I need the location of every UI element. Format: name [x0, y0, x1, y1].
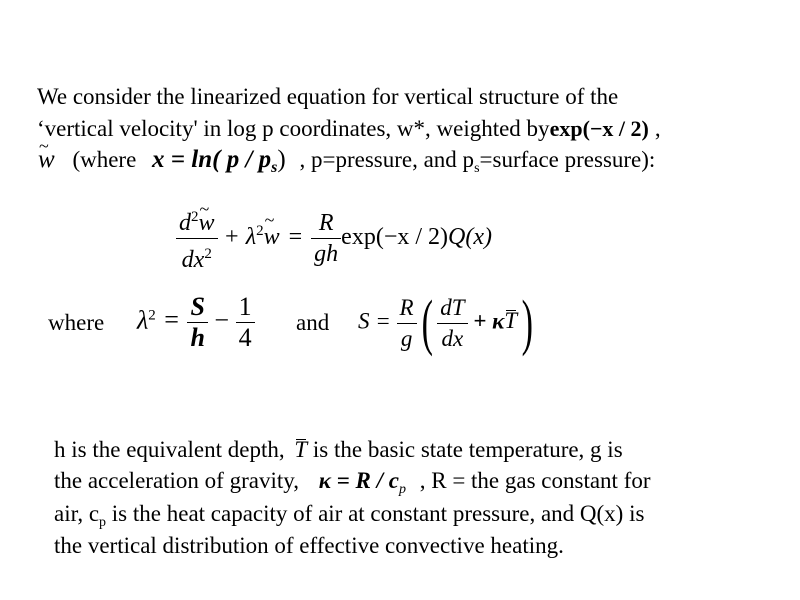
r-over-gh-fraction: $\frac{R}{gh}$	[311, 208, 341, 269]
and-label: and	[296, 310, 330, 335]
s-over-h-fraction: $\frac{S}{h}$	[187, 292, 207, 353]
intro-line-2-comma: ,	[654, 116, 661, 141]
intro-line-1: We consider the linearized equation for vertical structure of the	[37, 84, 619, 109]
t-bar-inline: T	[294, 437, 308, 462]
lambda-symbol: λ	[137, 305, 149, 335]
where-open: (where	[72, 147, 137, 172]
definitions-line-1: h is the equivalent depth, T is the basic state temperature, g is	[54, 437, 623, 462]
kappa-definition: $\kappa = R / c_p$	[318, 468, 406, 497]
lambda-definition: $\lambda^2$ = $\frac{S}{h}$ − $\frac{1}{4}$	[137, 292, 255, 353]
right-paren: )	[521, 289, 534, 357]
where-label: where	[48, 310, 105, 335]
intro-line-3	[38, 147, 655, 182]
intro-line-2-text: ‘vertical velocity' in log p coordinates, w*, weighted by	[37, 116, 550, 141]
second-derivative-fraction: $\frac{d^2\sim w}{dx^2}$	[176, 202, 218, 275]
definitions-line-3: air, $c_p$ is the heat capacity of air at constant pressure, and Q(x) is	[54, 501, 645, 530]
pressure-definitions: , p=pressure, and $p_s=surface$ pressure):	[299, 147, 656, 176]
left-paren: (	[421, 289, 433, 357]
definitions-line-2: the acceleration of gravity, $\kappa = R / c_p$ , R = the gas constant for	[54, 468, 651, 497]
heating-function: Q(x)	[448, 224, 492, 251]
dt-dx-fraction: $\frac{dT}{dx}$	[437, 293, 467, 354]
stability-definition	[358, 289, 538, 357]
w-tilde-symbol: ~ w	[38, 147, 55, 173]
vertical-structure-equation	[176, 202, 492, 275]
equals-sign: =	[288, 224, 303, 251]
weight-expression: exp(−x / 2)	[549, 116, 649, 141]
lambda-term: + $\lambda^2\sim$ w	[224, 224, 280, 250]
one-quarter-fraction: $\frac{1}{4}$	[236, 292, 255, 353]
intro-line-2	[37, 116, 661, 142]
t-bar: T	[504, 308, 518, 334]
exp-term: exp(−x / 2)	[341, 224, 449, 251]
x-definition: x = ln( p / $p_s$)	[152, 146, 286, 176]
s-equals: S =	[358, 308, 391, 334]
r-over-g-fraction: $\frac{R}{g}$	[397, 293, 417, 354]
kappa-term: + κ	[473, 308, 505, 334]
definitions-line-4: the vertical distribution of effective convective heating.	[54, 533, 564, 558]
